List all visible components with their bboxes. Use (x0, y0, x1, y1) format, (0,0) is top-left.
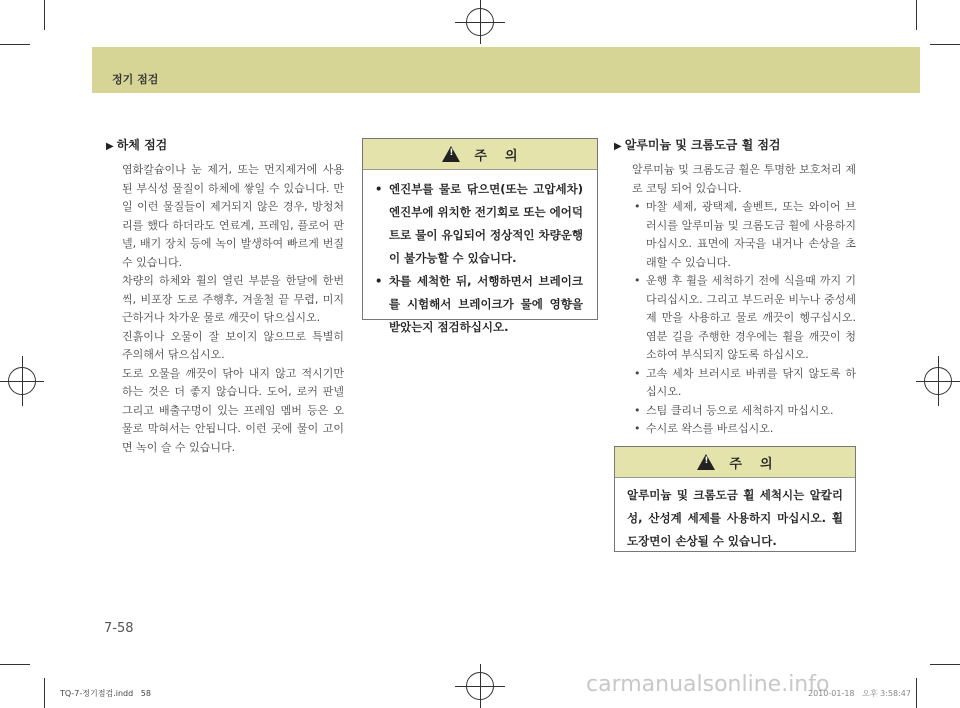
right-bullet-item: • 운행 후 휠을 세척하기 전에 식을때 까지 기다리십시오. 그리고 부드러운 비누나 중성세제 만을 사용하고 물로 깨끗이 헹구십시오. 염분 길을 주행한 경우에는 휠을 깨끗이 청소하여 부식되지 않도록 하십시오. (646, 272, 856, 365)
triangle-right-icon: ▶ (106, 141, 114, 152)
corner-mark-bl-h (0, 664, 30, 665)
right-bullet-item: • 수시로 왁스를 바르십시오. (646, 420, 856, 439)
corner-mark-br-h (930, 664, 960, 665)
corner-mark-tr-v (916, 0, 917, 30)
right-section (614, 136, 856, 439)
caution-header (363, 139, 597, 170)
caution-body: 알루미늄 및 크롬도금 휠 세척시는 알칼리성, 산성계 세제를 사용하지 마십시오. 휠 도장면이 손상될 수 있습니다. (627, 488, 843, 548)
caution-item: • 엔진부를 물로 닦으면(또는 고압세차) 엔진부에 위치한 전기회로 또는 에어덕트로 물이 유입되어 정상적인 차량운행이 불가능할 수 있습니다. (389, 178, 583, 270)
header-band (92, 47, 920, 93)
page-number: 7-58 (104, 621, 134, 636)
caution-heading: 주 의 (474, 148, 518, 164)
footer-file-name: TQ-7-정기점검.indd 58 (60, 689, 151, 698)
right-section-title (614, 136, 856, 153)
watermark: carmanualsonline.info (586, 672, 830, 697)
registration-mark-right (924, 367, 952, 395)
right-intro: 알루미늄 및 크롬도금 휠은 투명한 보호처리 제로 코팅 되어 있습니다. (632, 163, 856, 195)
corner-mark-tl-v (44, 0, 45, 30)
right-bullet-item: • 스팀 클리너 등으로 세척하지 마십시오. (646, 402, 856, 421)
corner-mark-bl-v (44, 678, 45, 708)
right-bullet-list (632, 198, 856, 439)
registration-mark-top (466, 8, 494, 36)
registration-mark-left (8, 367, 36, 395)
left-section-title-text: 하체 점검 (116, 138, 168, 152)
left-paragraph: 염화칼슘이나 눈 제거, 또는 먼지제거에 사용된 부식성 물질이 하체에 쌓일 수 있습니다. 만일 이런 물질들이 제거되지 않은 경우, 방청처리를 했다 하더라도 연료계, 프레임, 플로어 판넬, 배기 장치 등에 녹이 발생하여 빠르게 번질 수 있습니다. (122, 163, 344, 269)
caution-header (615, 447, 855, 478)
left-section-title (106, 136, 344, 153)
caution-heading: 주 의 (729, 456, 773, 472)
left-paragraph: 차량의 하체와 휠의 열린 부분을 한달에 한번씩, 비포장 도로 주행후, 겨울철 끝 무렵, 미지근하거나 차가운 물로 깨끗이 닦으십시오. (122, 274, 344, 324)
corner-mark-tr-h (930, 44, 960, 45)
left-section (106, 136, 344, 457)
corner-mark-br-v (916, 678, 917, 708)
right-bullet-item: • 고속 세차 브러시로 바퀴를 닦지 않도록 하십시오. (646, 365, 856, 402)
caution-box-right (614, 446, 856, 552)
footer-date-stamp: 2010-01-18 오후 3:58:47 (808, 689, 911, 698)
caution-list (363, 170, 597, 347)
caution-item: • 차를 세척한 뒤, 서행하면서 브레이크를 시험해서 브레이크가 물에 영향을 받았는지 점검하십시오. (389, 270, 583, 339)
corner-mark-tl-h (0, 44, 30, 45)
registration-mark-bottom (466, 672, 494, 700)
page-title: 정기 점검 (112, 73, 159, 86)
left-paragraph: 진흙이나 오물이 잘 보이지 않으므로 특별히 주의해서 닦으십시오. (122, 329, 344, 361)
caution-box-middle (362, 138, 598, 334)
warning-triangle-icon (697, 454, 715, 470)
triangle-right-icon: ▶ (614, 141, 622, 152)
right-bullet-item: • 마찰 세제, 광택제, 솔벤트, 또는 와이어 브러시를 알루미늄 및 크롬도금 휠에 사용하지 마십시오. 표면에 자국을 내거나 손상을 초래할 수 있습니다. (646, 198, 856, 272)
warning-triangle-icon (442, 146, 460, 162)
right-section-title-text: 알루미늄 및 크롬도금 휠 점검 (624, 138, 781, 152)
left-paragraph: 도로 오물을 깨끗이 닦아 내지 않고 적시기만 하는 것은 더 좋지 않습니다. 도어, 로커 판넬 그리고 배출구멍이 있는 프레임 멤버 등은 오물로 막혀서는 안됩니다. 이런 곳에 물이 고이면 녹이 슬 수 있습니다. (122, 366, 344, 454)
